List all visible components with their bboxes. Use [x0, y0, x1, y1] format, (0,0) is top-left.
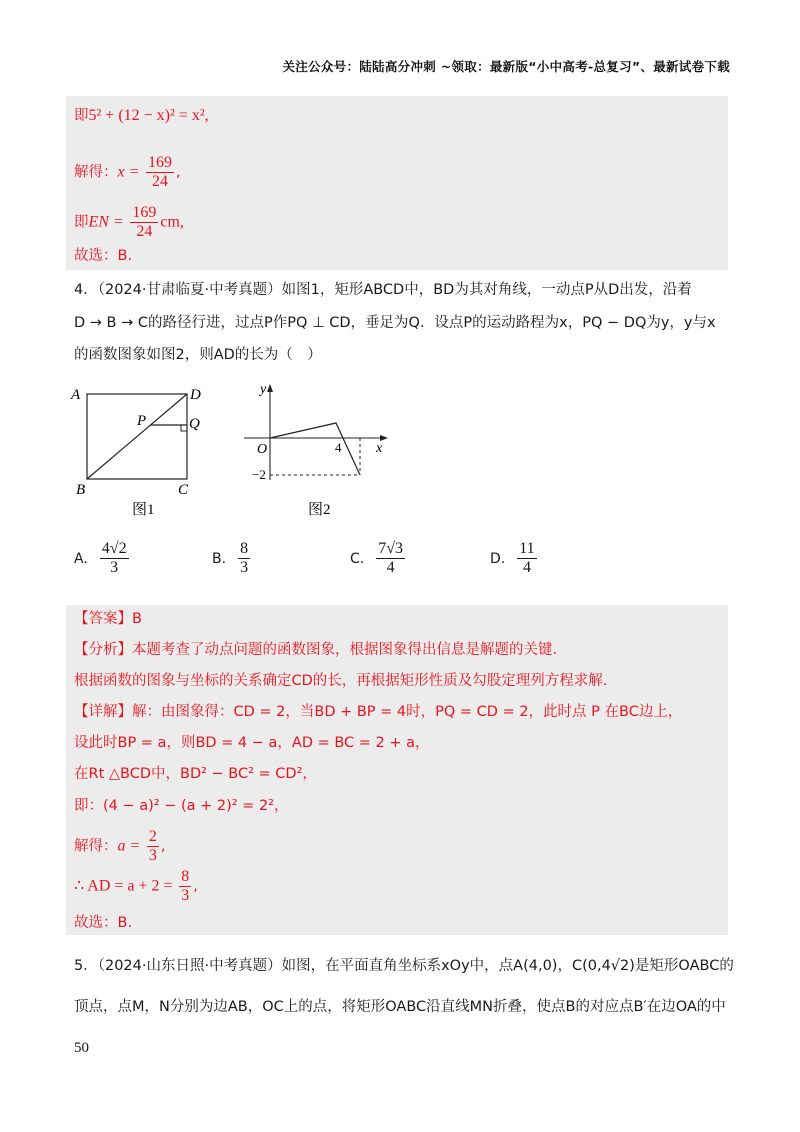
detail-line-3: 在Rt △BCD中，BD² − BC² = CD²，: [74, 766, 317, 782]
question4-line-1: 4．（2024·甘肃临夏·中考真题）如图1，矩形ABCD中，BD为其对角线，一动点P从D出发，沿着: [74, 282, 692, 298]
detail-line-6: ∴ AD = a + 2 = $\frac{8}{3}$ ,: [74, 868, 198, 904]
figure1-caption: 图1: [132, 502, 155, 518]
detail-line-4: 即：(4 − a)² − (a + 2)² = 2²，: [74, 798, 289, 814]
page-header: 关注公众号：陆陆高分冲刺 ~领取：最新版“小中高考-总复习”、最新试卷下载: [282, 59, 730, 74]
tick-label-4: 4: [335, 440, 342, 455]
question5-line-1: 5．（2024·山东日照·中考真题）如图，在平面直角坐标系xOy中，点A(4,0)，C(0,4√2)是矩形OABC的: [74, 958, 734, 974]
figure2-caption: 图2: [308, 502, 331, 518]
label-a: A: [71, 387, 81, 403]
option-a[interactable]: A. $\frac{4√2}{3}$: [74, 540, 127, 576]
question4-line-2: D → B → C的路径行进，过点P作PQ ⊥ CD，垂足为Q．设点P的运动路程为x，PQ − DQ为y，y与x: [74, 315, 716, 331]
option-b[interactable]: B. $\frac{8}{3}$: [212, 540, 249, 576]
origin-label: O: [257, 442, 268, 457]
answer-line: 【答案】B: [74, 611, 142, 627]
label-q: Q: [189, 416, 200, 432]
question4-line-3: 的函数图象如图2，则AD的长为（ ）: [74, 347, 322, 363]
solution-choice-top: 故选：B.: [74, 248, 133, 264]
tick-label-neg2: −2: [252, 467, 266, 482]
solution-line-3: 即EN = $\frac{169}{24}$ cm,: [74, 204, 184, 240]
axis-label-y: y: [260, 382, 267, 397]
figure1-rectangle-diagram: [70, 380, 210, 520]
detail-line-5: 解得：a = $\frac{2}{3}$ ,: [74, 828, 166, 864]
fraction: $\frac{169}{24}$: [148, 154, 173, 190]
axis-label-x: x: [376, 441, 383, 456]
solution-line-1: 即5² + (12 − x)² = x²,: [74, 107, 209, 124]
analysis-line-1: 【分析】本题考查了动点问题的函数图象，根据图象得出信息是解题的关键.: [74, 642, 558, 658]
solution-line-2: 解得：x = $\frac{169}{24}$ ,: [74, 154, 181, 190]
page-number: 50: [74, 1040, 89, 1056]
analysis-line-2: 根据函数的图象与坐标的关系确定CD的长，再根据矩形性质及勾股定理列方程求解.: [74, 673, 608, 689]
detail-choice: 故选：B.: [74, 915, 133, 931]
label-c: C: [178, 482, 189, 498]
option-c[interactable]: C. $\frac{7√3}{4}$: [350, 540, 404, 576]
detail-line-2: 设此时BP = a，则BD = 4 − a，AD = BC = 2 + a，: [74, 735, 430, 751]
label-b: B: [76, 482, 86, 498]
fraction: $\frac{169}{24}$: [132, 204, 157, 240]
label-p: P: [137, 413, 147, 429]
figure2-function-graph: [240, 380, 400, 520]
label-d: D: [190, 387, 201, 403]
detail-line-1: 【详解】解：由图象得：CD = 2，当BD + BP = 4时，PQ = CD = 2，此时点 P 在BC边上，: [74, 704, 683, 720]
option-d[interactable]: D. $\frac{11}{4}$: [490, 540, 535, 576]
question5-line-2: 顶点，点M，N分别为边AB，OC上的点，将矩形OABC沿直线MN折叠，使点B的对应点B′在边OA的中: [74, 999, 726, 1015]
